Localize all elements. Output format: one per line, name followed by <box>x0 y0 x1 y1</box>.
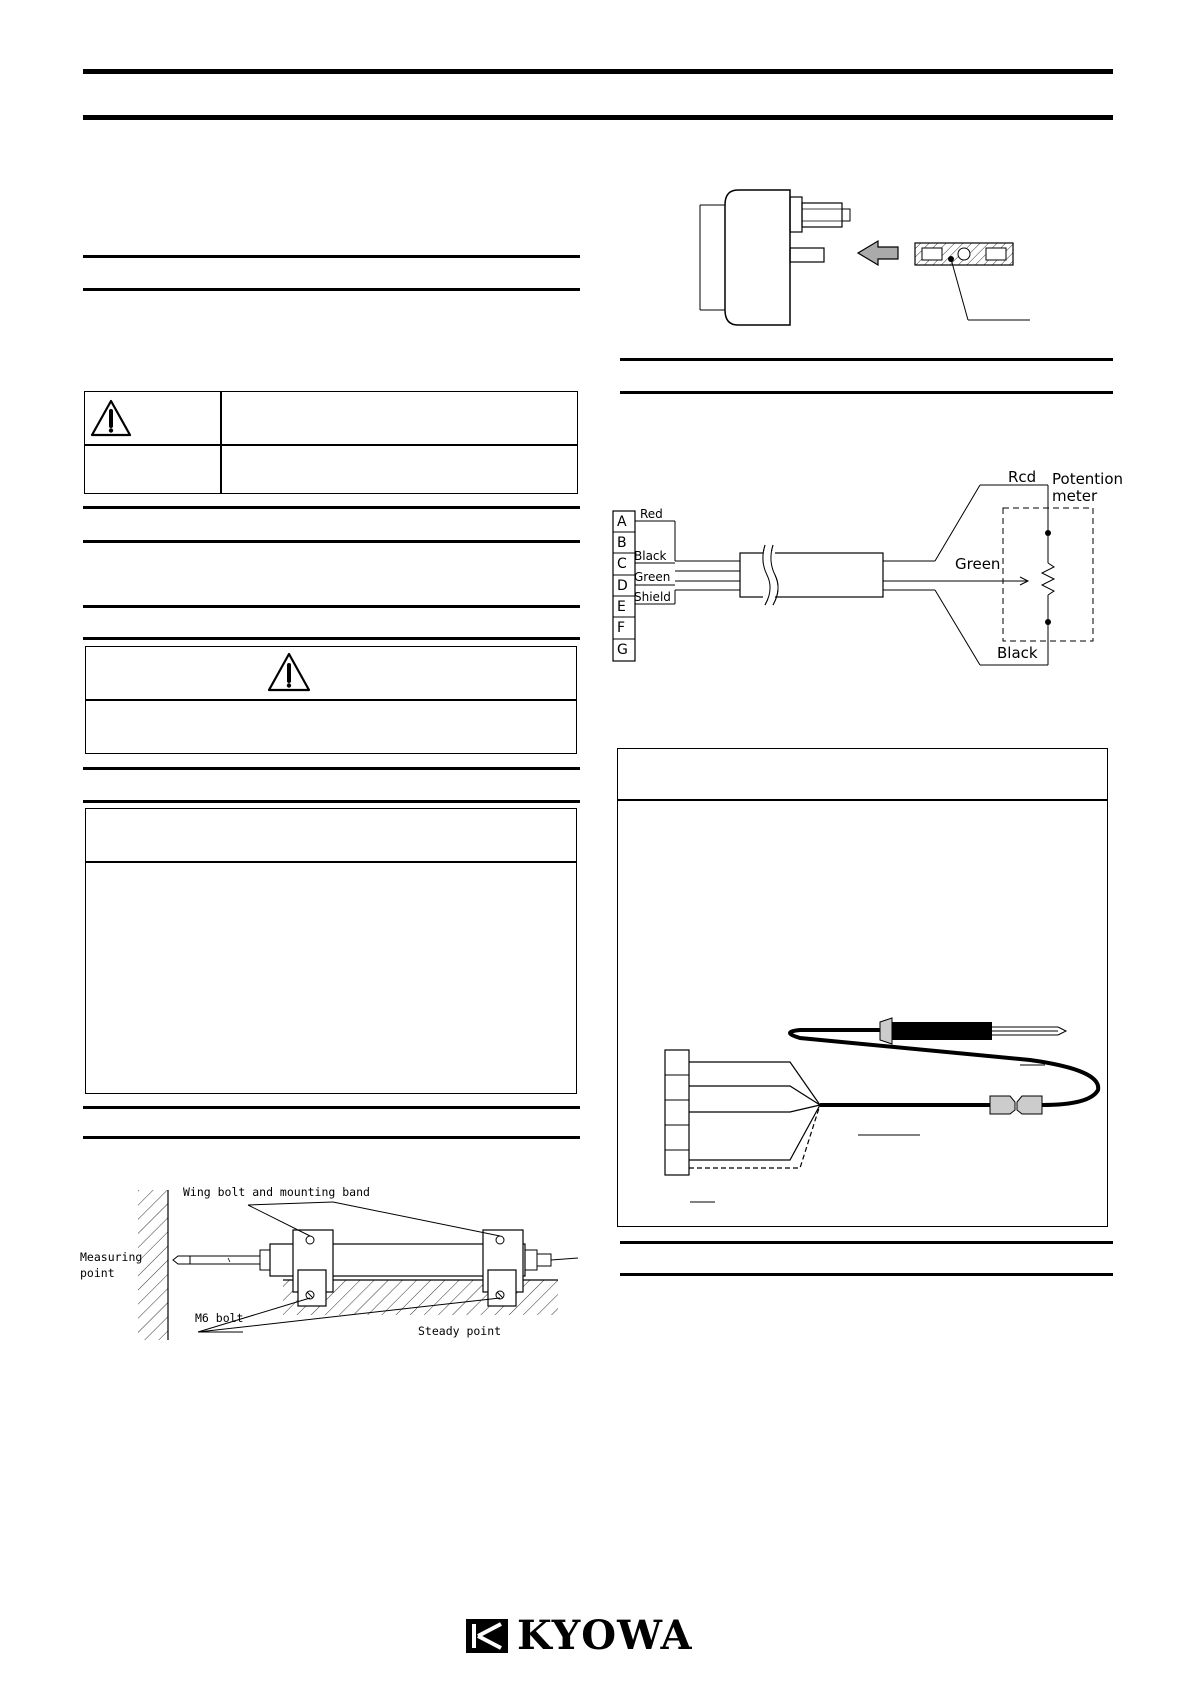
pin-d-label: D <box>617 578 628 594</box>
pin-a-label: A <box>617 514 627 530</box>
kyowa-logo-mark-icon <box>465 1618 509 1654</box>
measuring-point-label: Measuring <box>80 1250 143 1264</box>
wire-black-label: Black <box>634 549 667 563</box>
section-rule <box>620 391 1113 394</box>
measuring-point-label-2: point <box>80 1266 115 1280</box>
section-rule <box>83 255 580 258</box>
pin-e-label: E <box>617 599 626 615</box>
warning-triangle-icon <box>89 398 133 438</box>
section-rule <box>83 1106 580 1109</box>
m6-bolt-label: M6 bolt <box>195 1311 244 1325</box>
wire-red-label: Red <box>640 507 663 521</box>
potentiometer-title: Potention <box>1052 470 1124 488</box>
header-bottom-rule <box>83 115 1113 120</box>
section-rule <box>620 1273 1113 1276</box>
mounting-figure <box>78 1180 598 1350</box>
section-rule <box>83 506 580 509</box>
section-rule <box>83 800 580 803</box>
caution-box <box>85 646 577 754</box>
wing-bolt-label: Wing bolt and mounting band <box>183 1185 370 1199</box>
wire-shield-label: Shield <box>634 590 671 604</box>
kyowa-logo <box>465 1614 730 1658</box>
pot-green-label: Green <box>955 555 1001 573</box>
section-rule <box>83 540 580 543</box>
section-rule <box>620 1241 1113 1244</box>
section-rule <box>83 605 580 608</box>
kyowa-logo-text: KYOWA <box>517 1612 693 1659</box>
pin-f-label: F <box>617 620 626 636</box>
section-rule <box>83 1136 580 1139</box>
section-rule <box>83 767 580 770</box>
steady-point-label: Steady point <box>418 1324 502 1338</box>
section-rule <box>83 637 580 640</box>
probe-figure <box>650 1010 1110 1220</box>
pot-red-label: Rcd <box>1008 468 1037 486</box>
pin-g-label: G <box>617 642 628 658</box>
connector-figure <box>690 185 1040 330</box>
notes-box <box>85 808 577 1094</box>
warning-symbol-table <box>84 391 578 494</box>
section-rule <box>620 358 1113 361</box>
pot-black-label: Black <box>997 644 1038 662</box>
warning-triangle-icon <box>266 651 312 693</box>
section-rule <box>83 288 580 291</box>
wire-green-label: Green <box>634 570 671 584</box>
header-top-rule <box>83 69 1113 74</box>
pin-b-label: B <box>617 535 627 551</box>
pin-c-label: C <box>617 556 627 572</box>
potentiometer-title-2: meter <box>1052 487 1098 505</box>
